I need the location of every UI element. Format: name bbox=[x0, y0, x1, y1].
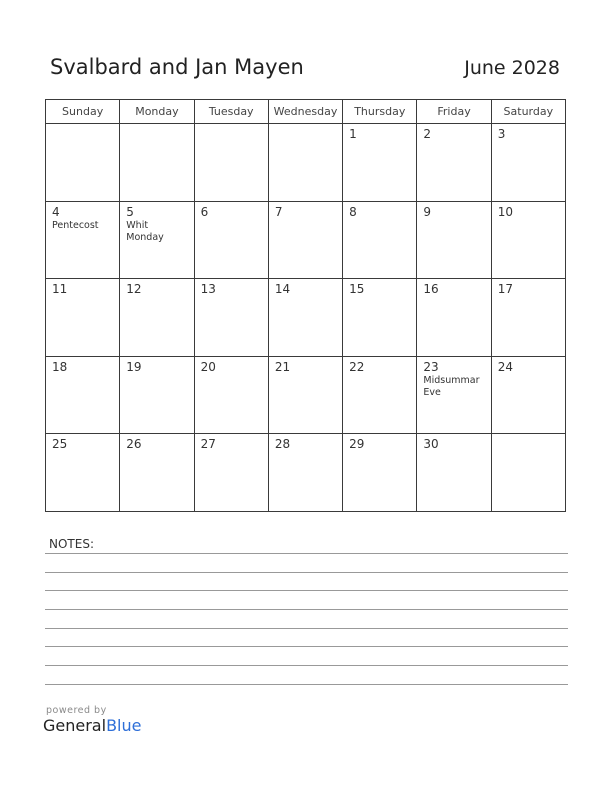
calendar-day-cell bbox=[343, 279, 417, 357]
weekday-header: Tuesday bbox=[194, 100, 268, 124]
calendar-day-cell bbox=[268, 201, 342, 279]
holiday-label: Midsummar Eve bbox=[423, 374, 480, 398]
note-line bbox=[45, 684, 568, 685]
day-number: 22 bbox=[349, 359, 365, 374]
day-number: 8 bbox=[349, 204, 357, 219]
calendar-week-row bbox=[46, 356, 566, 434]
calendar-day-cell bbox=[343, 124, 417, 202]
note-line bbox=[45, 609, 568, 610]
calendar-day-cell bbox=[194, 124, 268, 202]
calendar-day-cell bbox=[417, 124, 491, 202]
weekday-header: Sunday bbox=[46, 100, 120, 124]
calendar-day-cell bbox=[194, 434, 268, 512]
calendar-month: June 2028 bbox=[464, 57, 560, 79]
calendar-day-cell bbox=[268, 279, 342, 357]
calendar-week-row bbox=[46, 434, 566, 512]
day-number: 26 bbox=[126, 437, 142, 452]
note-line bbox=[45, 553, 568, 554]
calendar-day-cell bbox=[491, 279, 565, 357]
day-number: 21 bbox=[274, 359, 291, 374]
day-number: 27 bbox=[200, 437, 216, 452]
day-number: 14 bbox=[274, 282, 291, 297]
calendar-day-cell bbox=[268, 356, 342, 434]
calendar-day-cell bbox=[46, 201, 120, 279]
calendar-day-cell bbox=[46, 434, 120, 512]
logo-blue-text: Blue bbox=[106, 716, 142, 735]
calendar-day-cell bbox=[46, 124, 120, 202]
day-number: 19 bbox=[126, 359, 142, 374]
weekday-header: Wednesday bbox=[268, 100, 342, 124]
day-number: 25 bbox=[52, 437, 68, 452]
calendar-day-cell bbox=[120, 279, 194, 357]
day-number: 13 bbox=[200, 282, 216, 297]
calendar-day-cell bbox=[46, 279, 120, 357]
calendar-day-cell bbox=[120, 201, 194, 279]
calendar-day-cell bbox=[194, 279, 268, 357]
day-number: 6 bbox=[200, 204, 209, 219]
day-number: 30 bbox=[423, 437, 439, 452]
day-number: 29 bbox=[349, 437, 365, 452]
day-number: 9 bbox=[423, 204, 432, 219]
calendar-grid bbox=[45, 99, 566, 512]
logo-general-text: General bbox=[43, 716, 107, 735]
calendar-day-cell bbox=[417, 201, 491, 279]
day-number: 28 bbox=[274, 437, 291, 452]
note-line bbox=[45, 628, 568, 629]
day-number: 11 bbox=[52, 282, 68, 297]
notes-label: NOTES: bbox=[49, 537, 94, 551]
calendar-day-cell bbox=[268, 434, 342, 512]
weekday-header: Monday bbox=[120, 100, 194, 124]
powered-by-text: powered by bbox=[46, 705, 107, 716]
day-number: 23 bbox=[423, 359, 439, 374]
calendar-day-cell bbox=[491, 124, 565, 202]
calendar-day-cell bbox=[491, 201, 565, 279]
note-line bbox=[45, 572, 568, 573]
day-number: 15 bbox=[349, 282, 365, 297]
generalblue-logo bbox=[43, 716, 141, 735]
calendar-day-cell bbox=[46, 356, 120, 434]
calendar-day-cell bbox=[417, 356, 491, 434]
calendar-day-cell bbox=[417, 279, 491, 357]
calendar-day-cell bbox=[120, 124, 194, 202]
day-number: 20 bbox=[200, 359, 216, 374]
weekday-header: Thursday bbox=[343, 100, 417, 124]
weekday-header-row bbox=[46, 100, 566, 124]
calendar-body bbox=[46, 124, 566, 512]
calendar-day-cell bbox=[343, 434, 417, 512]
calendar-day-cell bbox=[343, 356, 417, 434]
calendar-day-cell bbox=[343, 201, 417, 279]
weekday-header: Friday bbox=[417, 100, 491, 124]
day-number: 5 bbox=[126, 204, 134, 219]
calendar-day-cell bbox=[194, 201, 268, 279]
calendar-day-cell bbox=[417, 434, 491, 512]
day-number: 7 bbox=[274, 204, 283, 219]
day-number: 24 bbox=[497, 359, 513, 374]
day-number: 3 bbox=[497, 127, 506, 141]
holiday-label: Pentecost bbox=[52, 219, 99, 231]
holiday-label: Whit Monday bbox=[126, 219, 164, 243]
note-line bbox=[45, 665, 568, 666]
day-number: 16 bbox=[423, 282, 439, 297]
note-line bbox=[45, 646, 568, 647]
calendar-day-cell bbox=[120, 434, 194, 512]
day-number: 4 bbox=[52, 204, 60, 219]
calendar-title: Svalbard and Jan Mayen bbox=[50, 55, 304, 79]
calendar-day-cell bbox=[120, 356, 194, 434]
note-line bbox=[45, 590, 568, 591]
day-number: 2 bbox=[423, 127, 432, 141]
calendar-day-cell bbox=[491, 434, 565, 512]
weekday-header: Saturday bbox=[491, 100, 565, 124]
day-number: 17 bbox=[497, 282, 513, 297]
day-number: 1 bbox=[349, 127, 357, 141]
day-number: 18 bbox=[52, 359, 68, 374]
calendar-week-row bbox=[46, 279, 566, 357]
calendar-day-cell bbox=[491, 356, 565, 434]
calendar-week-row bbox=[46, 124, 566, 202]
day-number: 10 bbox=[497, 204, 513, 219]
calendar-week-row bbox=[46, 201, 566, 279]
calendar-day-cell bbox=[268, 124, 342, 202]
calendar-day-cell bbox=[194, 356, 268, 434]
day-number: 12 bbox=[126, 282, 142, 297]
